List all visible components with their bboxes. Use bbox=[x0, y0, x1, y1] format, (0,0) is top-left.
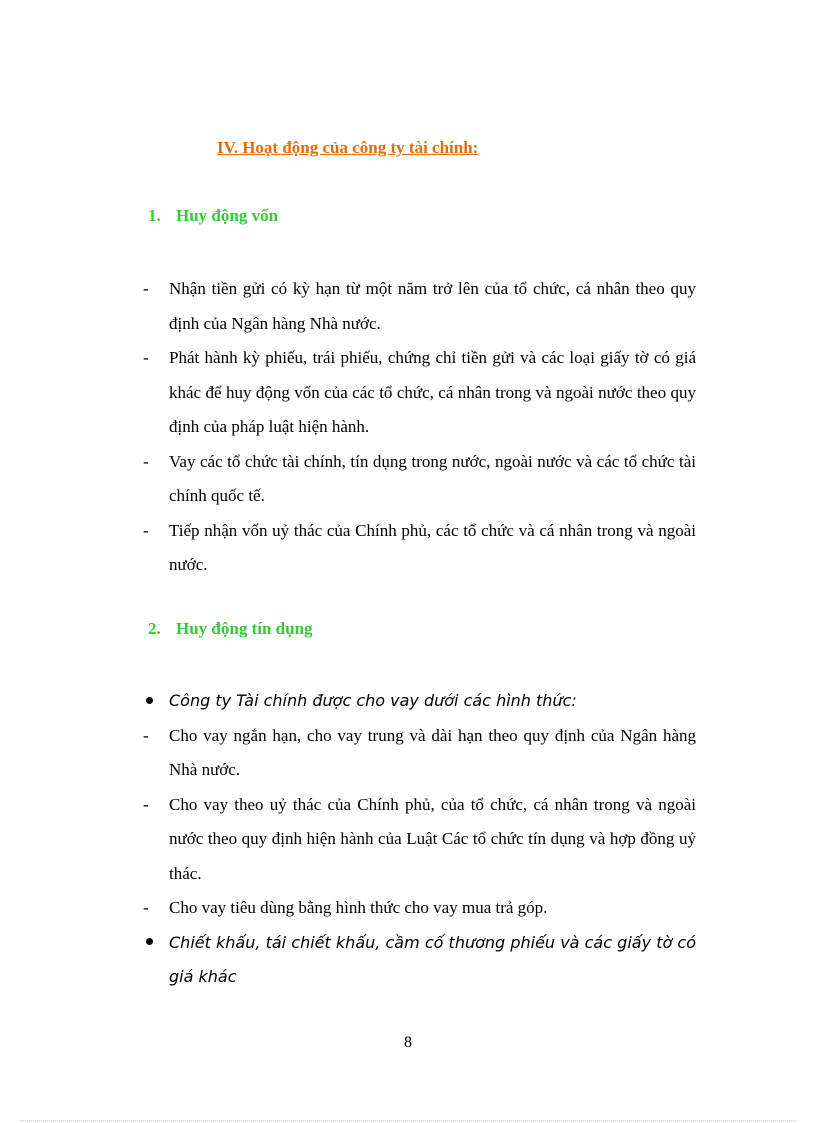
subsection-heading-1 bbox=[148, 206, 278, 226]
list-item bbox=[140, 445, 696, 514]
bullet-icon bbox=[140, 926, 169, 995]
list-item-text: Chiết khấu, tái chiết khấu, cầm cố thương phiếu và các giấy tờ có giá khác bbox=[169, 932, 696, 986]
footer-divider bbox=[20, 1120, 796, 1121]
list-item bbox=[140, 684, 696, 719]
subsection-number: 2. bbox=[148, 619, 161, 638]
dash-marker: - bbox=[143, 725, 149, 745]
subsection-number: 1. bbox=[148, 206, 161, 225]
list-item bbox=[140, 272, 696, 341]
dash-marker: - bbox=[143, 451, 149, 471]
subsection-title: Huy động tín dụng bbox=[176, 619, 313, 638]
dash-marker: - bbox=[143, 348, 149, 367]
list-item bbox=[140, 788, 696, 892]
dash-marker: - bbox=[143, 898, 149, 917]
list-item-text: Cho vay tiêu dùng bằng hình thức cho vay mua trả góp. bbox=[169, 898, 548, 917]
list-item bbox=[140, 514, 696, 583]
list-item bbox=[140, 719, 696, 788]
list-item bbox=[140, 891, 696, 926]
list-item-text: Vay các tổ chức tài chính, tín dụng trong nước, ngoài nước và các tổ chức tài chính quốc tế. bbox=[169, 451, 696, 505]
list-item bbox=[140, 341, 696, 445]
dash-marker: - bbox=[143, 794, 149, 814]
capital-raising-list bbox=[140, 272, 696, 583]
dash-marker: - bbox=[143, 520, 149, 540]
subsection-heading-2 bbox=[148, 619, 313, 639]
section-title: IV. Hoạt động của công ty tài chính: bbox=[217, 138, 479, 157]
bullet-icon bbox=[140, 684, 169, 719]
dash-marker: - bbox=[143, 279, 149, 298]
list-item bbox=[140, 926, 696, 995]
subsection-title: Huy động vốn bbox=[176, 206, 279, 225]
list-item-text: Nhận tiền gửi có kỳ hạn từ một năm trở lên của tổ chức, cá nhân theo quy định của Ngân hàng Nhà nước. bbox=[169, 279, 696, 333]
list-item-text: Công ty Tài chính được cho vay dưới các hình thức: bbox=[169, 691, 577, 710]
list-item-text: Tiếp nhận vốn uỷ thác của Chính phủ, các tổ chức và cá nhân trong và ngoài nước. bbox=[169, 520, 696, 574]
list-item-text: Cho vay theo uỷ thác của Chính phủ, của tổ chức, cá nhân trong và ngoài nước theo quy định hiện hành của Luật Các tổ chức tín dụng và hợp đồng uỷ thác. bbox=[169, 794, 696, 883]
list-item-text: Phát hành kỳ phiếu, trái phiếu, chứng chỉ tiền gửi và các loại giấy tờ có giá khác để huy động vốn của các tổ chức, cá nhân trong và ngoài nước theo quy định của pháp luật hiện hành. bbox=[169, 348, 696, 436]
page-number: 8 bbox=[404, 1034, 412, 1051]
credit-list bbox=[140, 684, 696, 995]
list-item-text: Cho vay ngắn hạn, cho vay trung và dài hạn theo quy định của Ngân hàng Nhà nước. bbox=[169, 725, 696, 779]
